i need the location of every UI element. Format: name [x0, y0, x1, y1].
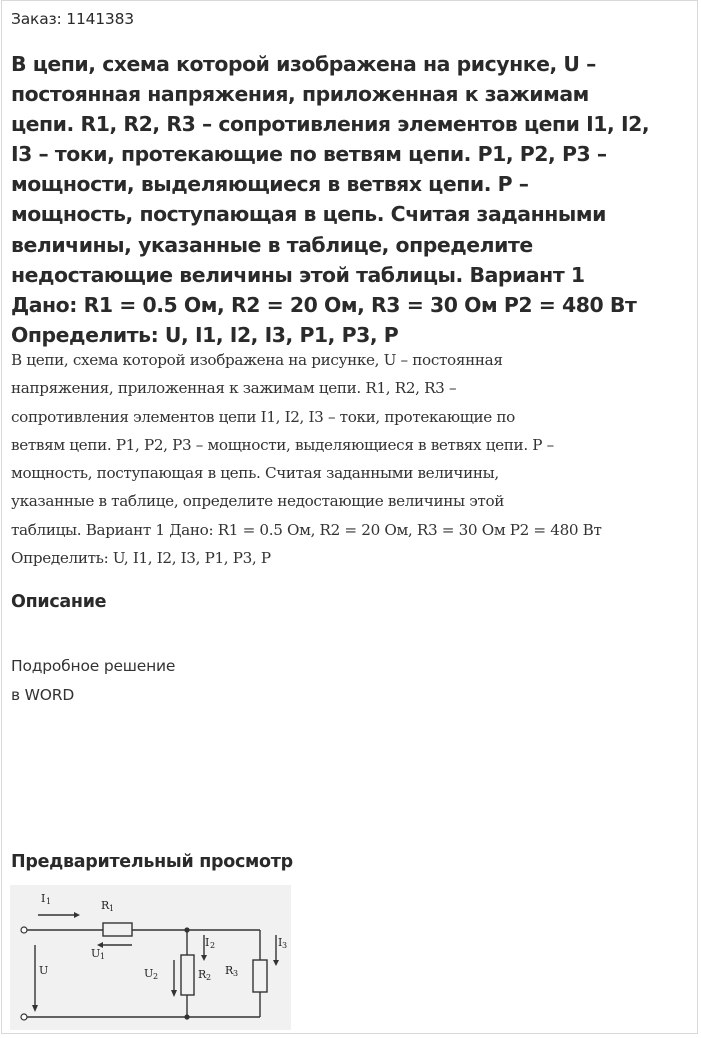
- description-text: Подробное решение в WORD: [11, 657, 176, 704]
- label-u2-sub: 2: [153, 972, 159, 981]
- label-i1: I: [41, 892, 46, 905]
- label-i2: I: [205, 936, 210, 949]
- node-bottom: [184, 1014, 189, 1019]
- label-i3: I: [278, 936, 283, 949]
- task-title: В цепи, схема которой изображена на рисунке, U – постоянная напряжения, приложенная к зажимам цепи. R1, R2, R3 – сопротивления элементов цепи I1, I2, I3 – токи, протекающие по ветвям цепи. P1, P2, P3 – мощности, выделяющиеся в ветвях цепи. P – мощность, поступающая в цепь. Считая заданными величины, указанные в таблице, определите недостающие величины этой таблицы. Вариант 1 Дано: R1 = 0.5 Ом, R2 = 20 Ом, R3 = 30 Ом P2 = 480 Вт Определить: U, I1, I2, I3, P1, P3, P: [11, 52, 650, 347]
- label-u1: U: [91, 947, 101, 960]
- terminal-top: [21, 927, 27, 933]
- label-i2-sub: 2: [210, 941, 216, 950]
- label-r1: R: [101, 899, 110, 912]
- circuit-diagram: [10, 885, 291, 1030]
- arrowhead-u: [32, 1005, 38, 1012]
- arrowhead-i2: [201, 955, 207, 961]
- arrowhead-i3: [273, 960, 279, 966]
- order-number: Заказ: 1141383: [11, 10, 134, 28]
- label-r2-sub: 2: [206, 973, 212, 982]
- description-heading: Описание: [11, 592, 107, 612]
- arrowhead-u2: [171, 990, 177, 997]
- label-i1-sub: 1: [46, 897, 52, 906]
- label-u1-sub: 1: [100, 952, 106, 961]
- label-i3-sub: 3: [282, 941, 288, 950]
- arrowhead-i1: [74, 912, 80, 918]
- label-r2: R: [198, 968, 207, 981]
- label-u: U: [39, 964, 49, 977]
- node-top: [184, 927, 189, 932]
- resistor-r1: [103, 923, 132, 936]
- resistor-r3: [253, 960, 267, 992]
- label-r3: R: [225, 964, 234, 977]
- label-r3-sub: 3: [233, 969, 239, 978]
- order-card: [1, 0, 698, 1034]
- task-body-text: В цепи, схема которой изображена на рисунке, U – постоянная напряжения, приложенная к зажимам цепи. R1, R2, R3 – сопротивления элементов цепи I1, I2, I3 – токи, протекающие по ветвям цепи. P1, P2, P3 – мощности, выделяющиеся в ветвях цепи. P – мощность, поступающая в цепь. Считая заданными величины, указанные в таблице, определите недостающие величины этой таблицы. Вариант 1 Дано: R1 = 0.5 Ом, R2 = 20 Ом, R3 = 30 Ом P2 = 480 Вт Определить: U, I1, I2, I3, P1, P3, P: [11, 351, 602, 568]
- label-r1-sub: 1: [109, 904, 115, 913]
- preview-heading: Предварительный просмотр: [11, 852, 293, 872]
- resistor-r2: [181, 955, 194, 995]
- circuit-preview-image[interactable]: [10, 885, 291, 1030]
- label-u2: U: [144, 967, 154, 980]
- terminal-bottom: [21, 1014, 27, 1020]
